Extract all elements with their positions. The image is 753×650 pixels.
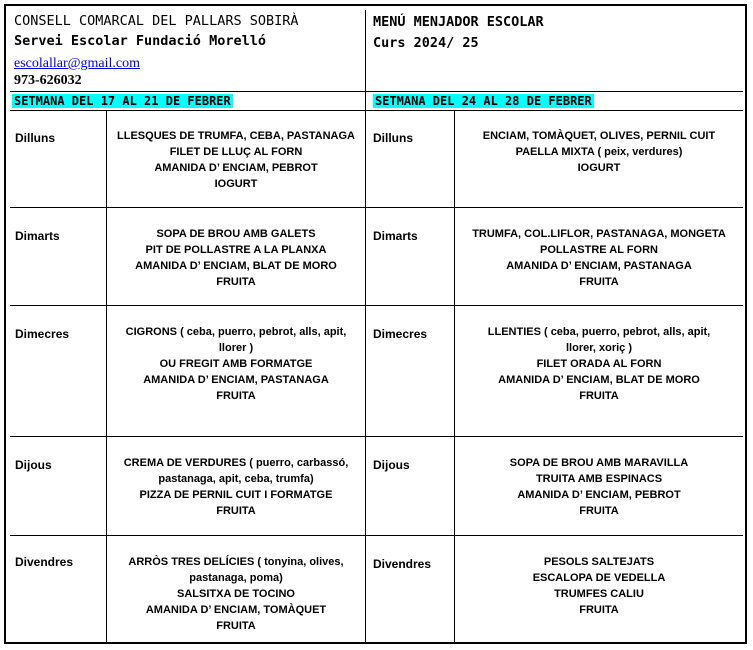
divider bbox=[10, 110, 743, 111]
menu-line: AMANIDA D’ ENCIAM, PEBROT bbox=[517, 489, 681, 501]
menu-line: pastanaga, apit, ceba, trumfa) bbox=[158, 473, 314, 485]
menu-line: TRUITA AMB ESPINACS bbox=[535, 473, 663, 485]
menu-cell bbox=[107, 554, 365, 634]
menu-line: PIT DE POLLASTRE A LA PLANXA bbox=[145, 244, 327, 256]
day-label: Dimarts bbox=[373, 229, 418, 243]
service-name bbox=[14, 33, 266, 50]
menu-line: ESCALOPA DE VEDELLA bbox=[532, 572, 666, 584]
menu-line: OU FREGIT AMB FORMATGE bbox=[159, 358, 313, 370]
divider bbox=[10, 305, 743, 306]
menu-line: LLENTIES ( ceba, puerro, pebrot, alls, apit, bbox=[487, 326, 711, 338]
org-name: CONSELL COMARCAL DEL PALLARS SOBIRÀ bbox=[14, 13, 299, 29]
day-label: Dimecres bbox=[15, 327, 70, 341]
day-label: Dilluns bbox=[15, 131, 56, 145]
menu-cell bbox=[455, 554, 743, 618]
menu-line: PAELLA MIXTA ( peix, verdures) bbox=[515, 146, 683, 158]
menu-cell bbox=[107, 324, 365, 404]
divider bbox=[10, 207, 743, 208]
menu-line: pastanaga, poma) bbox=[189, 572, 283, 584]
menu-cell bbox=[455, 324, 743, 404]
menu-line: FRUITA bbox=[216, 505, 256, 517]
menu-line: AMANIDA D’ ENCIAM, TOMÀQUET bbox=[145, 604, 327, 616]
menu-line: AMANIDA D’ ENCIAM, PASTANAGA bbox=[506, 260, 692, 272]
day-label: Divendres bbox=[15, 555, 74, 569]
menu-line: AMANIDA D’ ENCIAM, BLAT DE MORO bbox=[498, 374, 700, 386]
menu-line: POLLASTRE AL FORN bbox=[540, 244, 658, 256]
day-label: Dimecres bbox=[373, 327, 428, 341]
menu-cell bbox=[455, 226, 743, 290]
menu-line: FRUITA bbox=[216, 276, 256, 288]
menu-line: PESOLS SALTEJATS bbox=[543, 556, 655, 568]
day-label: Dijous bbox=[15, 458, 52, 472]
menu-line: llorer ) bbox=[218, 342, 254, 354]
menu-line: PIZZA DE PERNIL CUIT I FORMATGE bbox=[139, 489, 333, 501]
menu-cell bbox=[107, 455, 365, 519]
menu-line: AMANIDA D’ ENCIAM, PASTANAGA bbox=[143, 374, 329, 386]
week-title: SETMANA DEL 24 AL 28 DE FEBRER bbox=[375, 94, 592, 108]
day-label: Dilluns bbox=[373, 131, 414, 145]
day-label: Divendres bbox=[373, 557, 432, 571]
service-text: Servei Escolar Fundació Morelló bbox=[14, 33, 266, 49]
menu-line: FILET ORADA AL FORN bbox=[536, 358, 662, 370]
menu-line: CIGRONS ( ceba, puerro, pebrot, alls, apit, bbox=[125, 326, 347, 338]
menu-line: LLESQUES DE TRUMFA, CEBA, PASTANAGA bbox=[117, 130, 355, 142]
phone-number: 973-626032 bbox=[14, 73, 82, 88]
menu-line: FRUITA bbox=[579, 276, 619, 288]
menu-line: FRUITA bbox=[216, 620, 256, 632]
menu-line: FRUITA bbox=[579, 505, 619, 517]
menu-line: TRUMFA, COL.LIFLOR, PASTANAGA, MONGETA bbox=[472, 228, 726, 240]
divider bbox=[365, 10, 366, 643]
menu-cell bbox=[107, 128, 365, 192]
menu-line: ARRÒS TRES DELÍCIES ( tonyina, olives, bbox=[128, 556, 344, 568]
menu-line: SALSITXA DE TOCINO bbox=[177, 588, 295, 600]
menu-line: SOPA DE BROU AMB MARAVILLA bbox=[509, 457, 689, 469]
week-title: SETMANA DEL 17 AL 21 DE FEBRER bbox=[14, 94, 231, 108]
course-label: Curs 2024/ 25 bbox=[373, 35, 479, 51]
menu-line: FRUITA bbox=[216, 390, 256, 402]
menu-line: IOGURT bbox=[214, 178, 258, 190]
menu-title: MENÚ MENJADOR ESCOLAR bbox=[373, 14, 544, 30]
menu-line: AMANIDA D’ ENCIAM, PEBROT bbox=[154, 162, 318, 174]
menu-cell bbox=[455, 455, 743, 519]
menu-cell bbox=[455, 128, 743, 176]
divider bbox=[10, 436, 743, 437]
menu-line: FRUITA bbox=[579, 604, 619, 616]
menu-line: llorer, xoriç ) bbox=[565, 342, 633, 354]
day-label: Dijous bbox=[373, 458, 410, 472]
menu-line: FILET DE LLUÇ AL FORN bbox=[169, 146, 303, 158]
menu-line: AMANIDA D’ ENCIAM, BLAT DE MORO bbox=[135, 260, 337, 272]
menu-cell bbox=[107, 226, 365, 290]
menu-line: IOGURT bbox=[577, 162, 621, 174]
menu-line: TRUMFES CALIU bbox=[554, 588, 644, 600]
menu-line: CREMA DE VERDURES ( puerro, carbassó, bbox=[123, 457, 349, 469]
menu-line: ENCIAM, TOMÀQUET, OLIVES, PERNIL CUIT bbox=[482, 130, 716, 142]
divider bbox=[10, 535, 743, 536]
day-label: Dimarts bbox=[15, 229, 60, 243]
menu-line: FRUITA bbox=[579, 390, 619, 402]
email-link[interactable]: escolallar@gmail.com bbox=[14, 56, 141, 71]
menu-line: SOPA DE BROU AMB GALETS bbox=[156, 228, 316, 240]
divider bbox=[10, 91, 743, 92]
